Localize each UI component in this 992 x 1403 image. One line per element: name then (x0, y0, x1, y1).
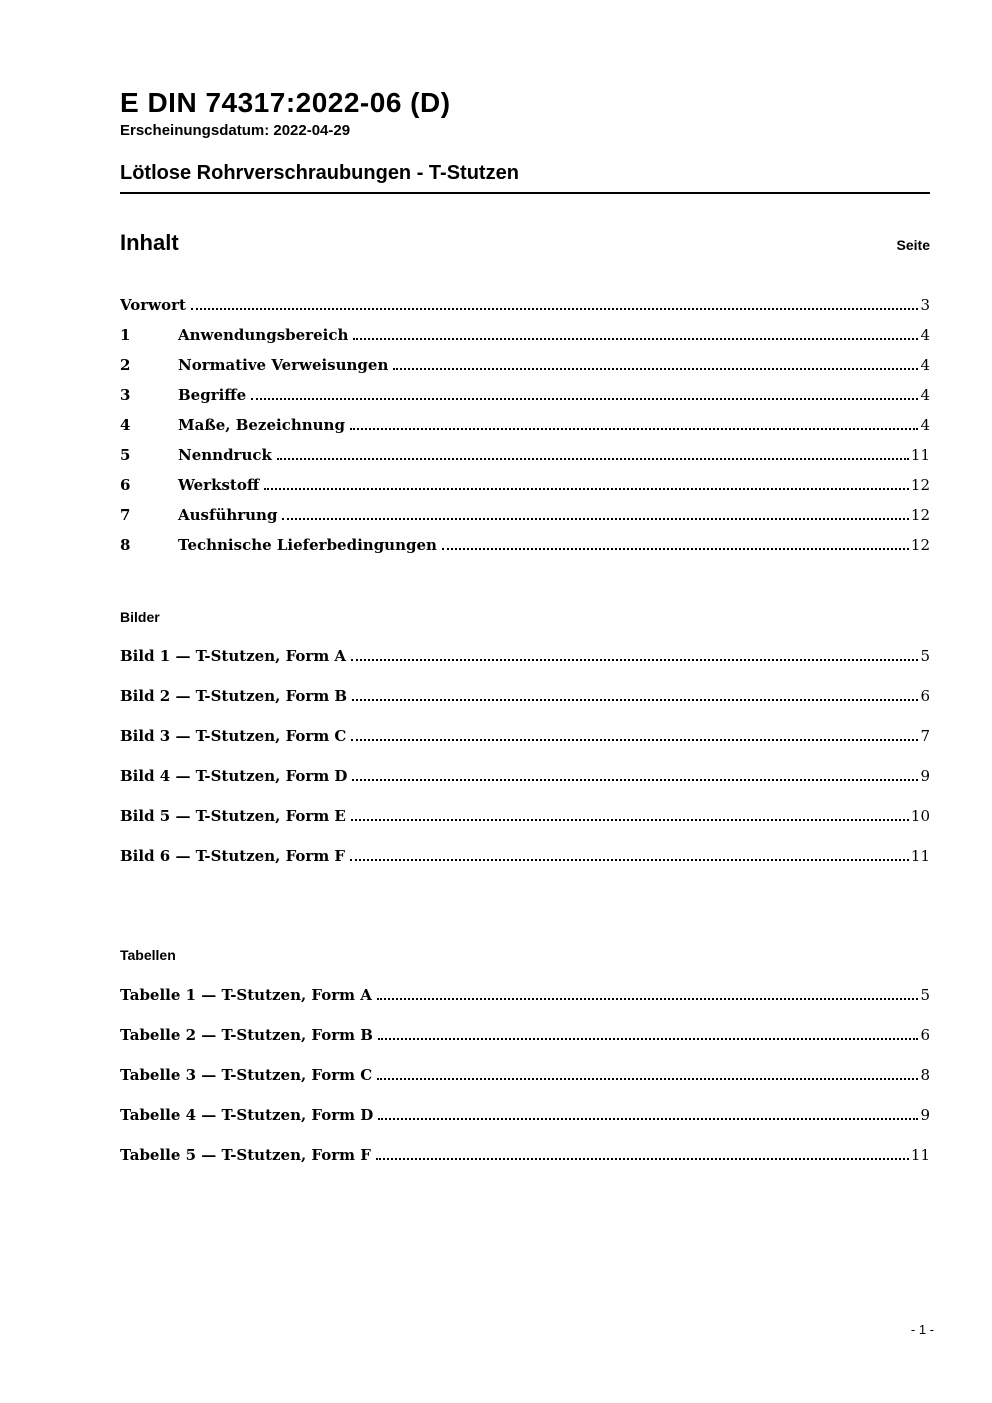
table-entry-label: Tabelle 2 — T-Stutzen, Form B (120, 1026, 373, 1045)
figure-entry-row (120, 665, 930, 705)
toc-entry-number: 7 (120, 505, 131, 524)
figure-entry-row (120, 825, 930, 865)
dot-leader (351, 739, 918, 741)
toc-entry-row (120, 464, 930, 494)
toc-entry-row (120, 524, 930, 554)
toc-entry-page: 4 (920, 355, 930, 374)
toc-header (120, 230, 930, 255)
dot-leader (377, 998, 919, 1000)
toc-entry-row (120, 494, 930, 524)
dot-leader (393, 368, 918, 370)
table-entry-row (120, 1084, 930, 1124)
toc-entry-number: 6 (120, 475, 131, 494)
figure-entry-page: 11 (910, 847, 930, 866)
toc-entry-page: 3 (920, 295, 930, 314)
figures-entry-list (120, 625, 930, 865)
table-entry-label: Tabelle 1 — T-Stutzen, Form A (120, 986, 372, 1005)
toc-entry-label: Normative Verweisungen (178, 355, 389, 374)
figure-entry-label: Bild 3 — T-Stutzen, Form C (120, 727, 347, 746)
doc-number: E DIN 74317:2022-06 (D) (120, 87, 451, 118)
toc-entry-row (120, 284, 930, 314)
dot-leader (351, 659, 918, 661)
dot-leader (352, 699, 918, 701)
dot-leader (277, 458, 909, 460)
figures-heading: Bilder (120, 608, 160, 625)
toc-entry-row (120, 314, 930, 344)
table-entry-row (120, 964, 930, 1004)
toc-entry-label: Technische Lieferbedingungen (178, 535, 437, 554)
page-number-footer: - 1 - (910, 1322, 934, 1337)
toc-entry-page: 12 (910, 505, 930, 524)
toc-entry-number: 5 (120, 445, 131, 464)
document-title: Lötlose Rohrverschraubungen - T-Stutzen (120, 162, 930, 194)
table-entry-label: Tabelle 4 — T-Stutzen, Form D (120, 1106, 374, 1125)
dot-leader (378, 1118, 918, 1120)
page-column-label: Seite (896, 237, 930, 254)
figure-entry-label: Bild 2 — T-Stutzen, Form B (120, 687, 348, 706)
dot-leader (378, 1038, 919, 1040)
tables-entry-list (120, 964, 930, 1164)
release-date: Erscheinungsdatum: 2022-04-29 (120, 122, 351, 140)
toc-entry-row (120, 374, 930, 404)
table-entry-label: Tabelle 3 — T-Stutzen, Form C (120, 1066, 373, 1085)
toc-entry-page: 11 (910, 445, 930, 464)
figure-entry-page: 7 (920, 727, 930, 746)
table-entry-page: 9 (920, 1106, 930, 1125)
figure-entry-page: 10 (910, 807, 930, 826)
figure-entry-label: Bild 6 — T-Stutzen, Form F (120, 847, 346, 866)
toc-entry-label: Anwendungsbereich (178, 325, 349, 344)
toc-entry-number: 2 (120, 355, 131, 374)
figure-entry-page: 9 (920, 767, 930, 786)
table-entry-label: Tabelle 5 — T-Stutzen, Form F (120, 1146, 371, 1165)
tables-heading: Tabellen (120, 947, 176, 964)
toc-entry-number: 4 (120, 415, 131, 434)
dot-leader (251, 398, 918, 400)
figure-entry-label: Bild 4 — T-Stutzen, Form D (120, 767, 348, 786)
table-entry-row (120, 1004, 930, 1044)
toc-entry-label: Ausführung (178, 505, 278, 524)
dot-leader (282, 518, 908, 520)
toc-heading: Inhalt (120, 230, 179, 256)
dot-leader (264, 488, 909, 490)
toc-entry-page: 12 (910, 475, 930, 494)
figure-entry-page: 5 (920, 647, 930, 666)
toc-entry-label: Begriffe (178, 385, 247, 404)
toc-entry-page: 4 (920, 385, 930, 404)
toc-entry-label: Nenndruck (178, 445, 272, 464)
toc-entry-row (120, 434, 930, 464)
dot-leader (351, 819, 909, 821)
toc-entry-row (120, 344, 930, 374)
dot-leader (376, 1158, 909, 1160)
dot-leader (191, 308, 919, 310)
table-entry-row (120, 1044, 930, 1084)
dot-leader (350, 859, 909, 861)
figure-entry-row (120, 785, 930, 825)
toc-entry-page: 4 (920, 415, 930, 434)
toc-entry-page: 12 (910, 535, 930, 554)
table-entry-page: 8 (920, 1066, 930, 1085)
dot-leader (353, 338, 918, 340)
toc-entry-label: Werkstoff (178, 475, 260, 494)
table-entry-row (120, 1124, 930, 1164)
toc-entry-number: 3 (120, 385, 131, 404)
table-entry-page: 6 (920, 1026, 930, 1045)
figure-entry-row (120, 705, 930, 745)
dot-leader (442, 548, 909, 550)
toc-entry-number: 8 (120, 535, 131, 554)
toc-entry-label: Vorwort (120, 295, 186, 314)
table-entry-page: 5 (920, 986, 930, 1005)
dot-leader (377, 1078, 918, 1080)
toc-entry-label: Maße, Bezeichnung (178, 415, 345, 434)
figure-entry-label: Bild 5 — T-Stutzen, Form E (120, 807, 346, 826)
toc-entry-page: 4 (920, 325, 930, 344)
figure-entry-page: 6 (920, 687, 930, 706)
figure-entry-row (120, 625, 930, 665)
toc-entry-number: 1 (120, 325, 131, 344)
toc-entry-list (120, 284, 930, 554)
figure-entry-row (120, 745, 930, 785)
figure-entry-label: Bild 1 — T-Stutzen, Form A (120, 647, 347, 666)
toc-entry-row (120, 404, 930, 434)
table-entry-page: 11 (910, 1146, 930, 1165)
dot-leader (352, 779, 918, 781)
dot-leader (350, 428, 919, 430)
